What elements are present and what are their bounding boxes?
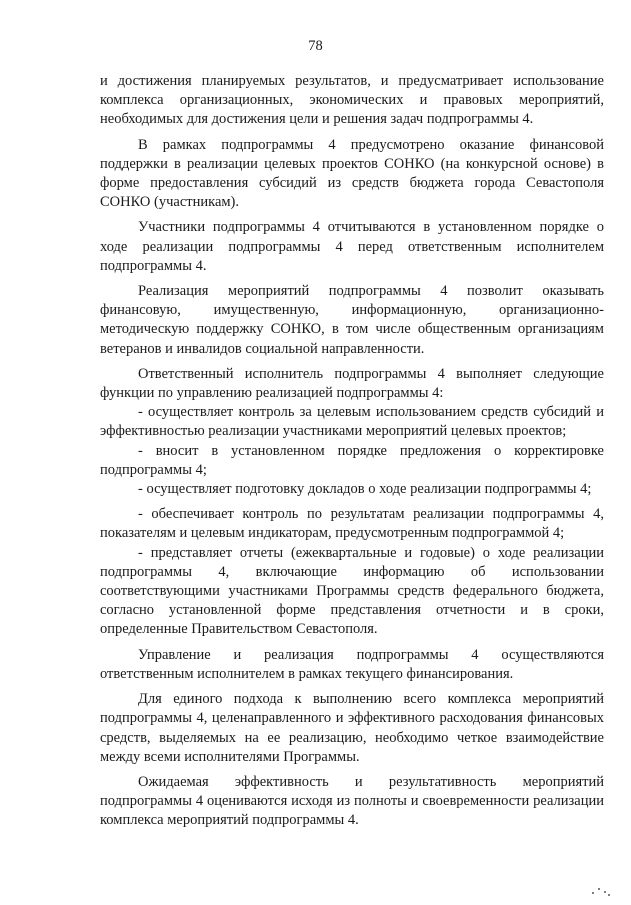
list-item-subsidy-control: - осуществляет контроль за целевым использованием средств субсидий и эффективностью реализации участниками мероприятий целевых проектов; [100, 404, 604, 440]
paragraph-goals-continuation: и достижения планируемых результатов, и предусматривает использование комплекса организационных, экономических и правовых мероприятий, необходимых для достижения цели и решения задач подпрограммы 4. [100, 73, 604, 128]
paragraph-financial-support: В рамках подпрограммы 4 предусмотрено оказание финансовой поддержки в реализации целевых проектов СОНКО (на конкурсной основе) в форме предоставления субсидий из средств бюджета города Севастополя СОНКО (участникам). [100, 136, 604, 211]
paragraph-executor-functions: Ответственный исполнитель подпрограммы 4 выполняет следующие функции по управлению реализацией подпрограммы 4: [100, 365, 604, 402]
list-item-corrections: - вносит в установленном порядке предложения о корректировке подпрограммы 4; [100, 442, 604, 478]
list-item-reports-preparation: - осуществляет подготовку докладов о ходе реализации подпрограммы 4; [138, 481, 592, 498]
paragraph-expected-effectiveness: Ожидаемая эффективность и результативность мероприятий подпрограммы 4 оцениваются исходя из полноты и своевременности реализации комплекса мероприятий подпрограммы 4. [100, 773, 604, 829]
paragraph-coordination: Для единого подхода к выполнению всего комплекса мероприятий подпрограммы 4, целенаправленного и эффективного расходования финансовых средств, выделяемых на ее реализацию, необходимо четкое взаимодействие между всеми исполнителями Программы. [100, 691, 604, 765]
paragraph-implementation-effect: Реализация мероприятий подпрограммы 4 позволит оказывать финансовую, имущественную, информационную, организационно-методическую поддержку СОНКО, в том числе общественным организациям ветеранов и инвалидов социальной направленности. [100, 283, 604, 357]
page-number: 78 [308, 38, 323, 54]
paragraph-participants-reporting: Участники подпрограммы 4 отчитываются в установленном порядке о ходе реализации подпрограммы 4 перед ответственным исполнителем подпрограммы 4. [100, 219, 604, 274]
scan-artifact-dots [592, 886, 612, 896]
document-body [100, 72, 604, 837]
list-item-results-control: - обеспечивает контроль по результатам реализации подпрограммы 4, показателям и целевым индикаторам, предусмотренным подпрограммой 4; [100, 506, 604, 542]
paragraph-management: Управление и реализация подпрограммы 4 осуществляются ответственным исполнителем в рамках текущего финансирования. [100, 646, 604, 682]
list-item-reporting: - представляет отчеты (ежеквартальные и годовые) о ходе реализации подпрограммы 4, включающие информацию об использовании соответствующими участниками Программы средств федерального бюджета, согласно установленной форме представления отчетности и в сроки, определенные Правительством Севастополя. [100, 544, 604, 638]
